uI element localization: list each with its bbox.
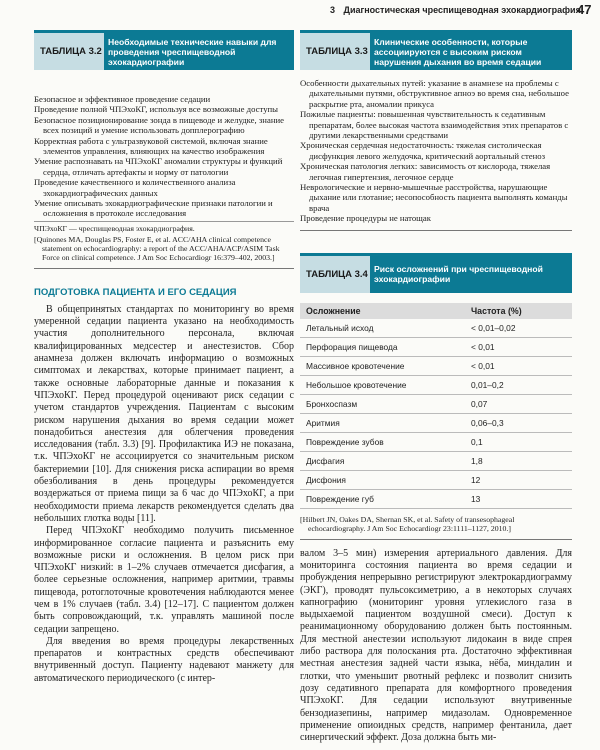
cell-frequency: 0,01–0,2 (471, 379, 504, 390)
cell-complication: Небольшое кровотечение (306, 379, 407, 390)
table-3-4-source: [Hilbert JN, Oakes DA, Shernan SK, et al. Safety of transesophageal echocardiography. J Am Soc Echocardiogr 23:1111–1127, 2010.] (300, 514, 515, 533)
cell-frequency: 13 (471, 493, 481, 504)
right-body-text: валом 3–5 мин) измерения артериального давления. Для мониторинга состояния пациента во время седации и пробуждения непрерывно регистрируют электрокардиограмму (ЭКГ), проводят пульсоксиметрию, а в некоторых случаях капнографию (мониторинг уровня углекислого газа в выдыхаемой пациентом воздушной смеси). Доступ к реанимационному оборудованию должен быть постоянным. Для местной анестезии используют лидокаин в виде спрея либо раствора для полоскания рта. Достаточно эффективная местная анестезия задней части языка, нёба, миндалин и глотки, что уменьшит рвотный рефлекс и позволит снизить дозу седативного препарата для комфортного проведения ЧПЭхоКГ. Для седации используют внутривенные бензодиазепины, например мидазолам. Одновременное применение опиоидных средств, например фентанила, дает синергический эффект. Доза должна быть ми- (300, 547, 572, 744)
table-row (300, 414, 572, 433)
table-3-4-label: ТАБЛИЦА 3.4 (300, 256, 370, 293)
cell-complication: Аритмия (306, 417, 340, 428)
list-item: Умение описывать эхокардиографические признаки патологии и осложнения в протоколе исследования (34, 198, 273, 219)
table-3-4-header (300, 253, 572, 293)
cell-complication: Перфорация пищевода (306, 341, 398, 352)
divider (34, 268, 294, 269)
divider (300, 230, 572, 231)
cell-complication: Летальный исход (306, 322, 374, 333)
divider (34, 221, 294, 222)
cell-frequency: 0,1 (471, 436, 483, 447)
table-3-2-title: Необходимые технические навыки для проведения чреспищеводной эхокардиографии (108, 36, 277, 67)
table-3-3-body (300, 78, 572, 224)
table-3-2-source: [Quinones MA, Douglas PS, Foster E, et al. ACC/AHA clinical competence statement on echocardiography: a report of the ACC/AHA/ACP/ASIM Task Force on clinical competence. J Am Soc Echocardiogr 16:379–402, 2003.] (34, 234, 280, 262)
table-row (300, 490, 572, 509)
page-number: 47 (577, 2, 592, 17)
right-column (300, 30, 572, 744)
list-item: Умение распознавать на ЧПЭхоКГ аномалии структуры и функций сердца, отличать артефакты и норму от патологии (34, 156, 283, 177)
table-3-2-label: ТАБЛИЦА 3.2 (34, 33, 104, 70)
list-item: Хроническая патология легких: зависимость от кислорода, тяжелая легочная гипертензия, легочное сердце (300, 161, 551, 182)
list-item: Неврологические и нервно-мышечные расстройства, нарушающие дыхание или глотание; несопособность пациента выполнять команды врача (300, 182, 568, 213)
list-item: Пожилые пациенты: повышенная чувствительность к седативным препаратам, более высокая частота взаимодействия этих препаратов с другими лекарственными средствами (300, 109, 569, 141)
table-row (300, 471, 572, 490)
cell-complication: Повреждение губ (306, 493, 374, 504)
cell-frequency: 12 (471, 474, 481, 485)
table-3-2-header (34, 30, 294, 70)
paragraph: Для введения во время процедуры лекарственных препаратов и контрастных средств обеспечивают внутривенный доступ. Пациенту надевают манжету для автоматического периодического (с интер- (34, 635, 294, 684)
paragraph: В общепринятых стандартах по мониторингу во время умеренной седации пациента указано на необходимость участия дополнительного персонала, включая квалифицированных медсестер и анестезистов. Сбор анамнеза должен включать информацию о возможных симптомах и лекарствах, которые принимает пациент, а также основные лабораторные данные и показания к ЧПЭхоКГ. Перед процедурой оценивают риск седации с учетом стандартов учреждения. Пациентам с высоким риском нарушения дыхания во время седации может понадобиться анестезия для облегчения проведения исследования (табл. 3.3) [9]. Профилактика ИЭ не показана, т.к. ЧПЭхоКГ не ассоциируется со значительным риском бактериемии [10]. Для снижения риска аспирации во время обезболивания в день процедуры рекомендуется воздержаться от приема пищи за 6 час до ЧПЭхоКГ, а при необходимости приема лекарств рекомендуется сделать два небольших глотка воды [11]. (34, 303, 294, 524)
table-3-3-header (300, 30, 572, 70)
list-item: Особенности дыхательных путей: указание в анамнезе на проблемы с дыхательными путями, обструктивное апноэ во время сна, небольшое раскрытие рта, аномалии прикуса (300, 78, 569, 109)
table-row (300, 357, 572, 376)
cell-frequency: < 0,01 (471, 341, 495, 352)
table-3-4 (300, 253, 572, 540)
list-item: Безопасное позиционирование зонда в пищеводе и желудке, знание всех позиций и умение использовать допплерографию (34, 114, 284, 136)
table-3-3-title: Клинические особенности, которые ассоциируются с высоким риском нарушения дыхания во время седации (374, 36, 542, 67)
table-row (300, 338, 572, 357)
section-title: ПОДГОТОВКА ПАЦИЕНТА И ЕГО СЕДАЦИЯ (34, 286, 237, 298)
cell-complication: Повреждение зубов (306, 436, 384, 447)
cell-frequency: < 0,01–0,02 (471, 322, 516, 333)
list-item: Проведение качественного и количественного анализа эхокардиографических данных (34, 177, 236, 198)
list-item: Проведение полной ЧПЭхоКГ, используя все возможные доступы (34, 104, 279, 115)
column-header-complication: Осложнение (306, 305, 361, 316)
cell-frequency: < 0,01 (471, 360, 495, 371)
list-item: Корректная работа с ультразвуковой системой, включая знание элементов управления, влияющих на качество изображения (34, 135, 268, 157)
list-item: Проведение процедуры не натощак (300, 213, 431, 224)
cell-complication: Дисфагия (306, 455, 345, 466)
left-column (34, 30, 294, 685)
table-row (300, 433, 572, 452)
table-row (300, 395, 572, 414)
table-3-4-title: Риск осложнений при чреспищеводной эхокардиографии (374, 264, 543, 285)
chapter-title: Диагностическая чреспищеводная эхокардиография (343, 5, 581, 15)
table-row (300, 319, 572, 338)
running-head (330, 5, 581, 15)
cell-frequency: 1,8 (471, 455, 483, 466)
table-3-4-column-headers (300, 303, 572, 319)
cell-complication: Бронхоспазм (306, 398, 358, 409)
paragraph: Перед ЧПЭхоКГ необходимо получить письменное информированное согласие пациента и разъяснить ему возможные риски и осложнения. В целом риск при ЧПЭхоКГ низкий: в 1–2% случаев отмечается дисфагия, а более серьезные осложнения, например аритмии, травмы пищевода, ротоглоточные кровотечения наблюдаются менее чем в 1% случаев (табл. 3.4) [12–17]. С пациентом должен быть сопровождающий, т.к. управлять машиной после седации запрещено. (34, 525, 294, 635)
table-row (300, 452, 572, 471)
column-header-frequency: Частота (%) (471, 305, 522, 316)
section-body (34, 304, 294, 685)
list-item: Хроническая сердечная недостаточность: тяжелая систолическая дисфункция левого желудочка, критический аортальный стеноз (300, 140, 546, 161)
list-item: Безопасное и эффективное проведение седации (34, 94, 211, 104)
cell-frequency: 0,06–0,3 (471, 417, 504, 428)
chapter-number: 3 (330, 5, 336, 15)
table-3-2-note: ЧПЭхоКГ — чреспищеводная эхокардиография. (34, 223, 195, 233)
divider (300, 539, 572, 540)
cell-frequency: 0,07 (471, 398, 488, 409)
table-row (300, 376, 572, 395)
table-3-2-body (34, 94, 294, 219)
table-3-3-label: ТАБЛИЦА 3.3 (300, 33, 370, 70)
cell-complication: Дисфония (306, 474, 346, 485)
cell-complication: Массивное кровотечение (306, 360, 405, 371)
